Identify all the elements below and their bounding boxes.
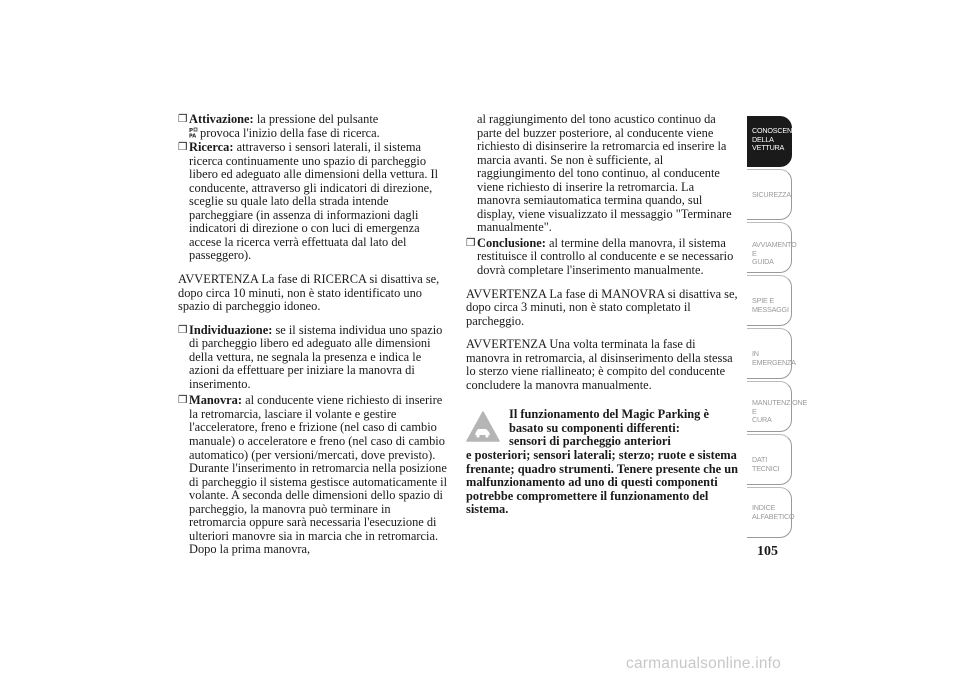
- warning-rest: e posteriori; sensori laterali; sterzo; ruote e sistema frenante; quadro strumenti. Tenere presente che un malfunzionamento ad uno di questi componenti potrebbe compromettere il funzionamento del sistema.: [466, 448, 739, 517]
- square-bullet-icon: ❒: [466, 237, 476, 249]
- page-number: 105: [757, 544, 778, 559]
- warning-line-2: basato su componenti differenti:: [509, 420, 680, 435]
- square-bullet-icon: ❒: [178, 395, 188, 407]
- right-column: [466, 113, 740, 517]
- warning-car-triangle-icon: [466, 410, 500, 444]
- tab-label: CURA: [752, 415, 772, 424]
- bullet-attivazione: [178, 113, 450, 140]
- tab-label: SICUREZZA: [752, 190, 791, 199]
- tab-spie-e-messaggi[interactable]: [747, 275, 792, 326]
- tab-label: DATI TECNICI: [752, 455, 780, 473]
- warning-line-3: sensori di parcheggio anteriori: [509, 434, 671, 449]
- tab-label: MANUTENZIONE E: [752, 398, 808, 416]
- warning-box: [466, 408, 740, 516]
- avvertenza-ricerca: AVVERTENZA La fase di RICERCA si disattiva se, dopo circa 10 minuti, non è stato identificato uno spazio di parcheggio idoneo.: [178, 272, 440, 314]
- svg-text:P: P: [189, 127, 194, 134]
- term-individuazione: Individuazione:: [189, 322, 273, 337]
- text-individuazione: se il sistema individua uno spazio di parcheggio libero ed adeguato alle dimensioni della vettura, ne segnala la presenza e indica le azioni da effettuare per iniziare la manovra di inserimento.: [189, 322, 443, 391]
- tab-sicurezza[interactable]: [747, 169, 792, 220]
- text-attivazione-b: provoca l'inizio della fase di ricerca.: [200, 125, 380, 140]
- text-ricerca: attraverso i sensori laterali, il sistema ricerca continuamente uno spazio di parcheggio libero ed adeguato alle dimensioni della vettura. Il conducente, attraverso gli indicatori di direzione, sceglie su quale lato della strada intende parcheggiare (in assenza di informazioni dagli indicatori di direzione o con luci di emergenza accese la ricerca verrà effettuata dal lato del passeggero).: [189, 140, 439, 263]
- square-bullet-icon: ❒: [178, 114, 188, 125]
- tab-label: CONOSCENZA: [752, 126, 801, 135]
- term-manovra: Manovra:: [189, 393, 242, 408]
- tab-conoscenza-della-vettura[interactable]: [747, 116, 801, 167]
- tab-label: IN EMERGENZA: [752, 349, 796, 367]
- tab-label: SPIE E MESSAGGI: [752, 296, 789, 314]
- watermark: carmanualsonline.info: [626, 655, 781, 672]
- chapter-tabs: [747, 116, 808, 540]
- bullet-individuazione: [178, 324, 450, 392]
- text-conclusione: al termine della manovra, il sistema restituisce il controllo al conducente e se necessario dovrà completare l'inserimento manualmente.: [477, 235, 734, 278]
- tab-label: GUIDA: [752, 257, 774, 266]
- svg-text:PA: PA: [189, 133, 197, 138]
- tab-avviamento-e-guida[interactable]: [747, 222, 797, 273]
- text-manovra: al conducente viene richiesto di inserire la retromarcia, lasciare il volante e gestire l'acceleratore, freno e frizione (nel caso di cambio manuale) o acceleratore e freno (nel caso di cambio automatico) (per versioni/mercati, dove previsto). Durante l'inserimento in retromarcia nella posizione di parcheggio il sistema gestisce automaticamente il volante. A seconda delle dimensioni dello spazio di parcheggio, la manovra può terminare in retromarcia oppure sarà necessaria l'esecuzione di ulteriori manovre sia in marcia che in retromarcia. Dopo la prima manovra,: [189, 393, 448, 557]
- text-attivazione-a: la pressione del pulsante: [256, 112, 379, 126]
- tab-in-emergenza[interactable]: [747, 328, 796, 379]
- tab-manutenzione-e-cura[interactable]: [747, 381, 808, 432]
- square-bullet-icon: ❒: [178, 142, 188, 154]
- parking-button-icon: [189, 127, 198, 138]
- tab-indice-alfabetico[interactable]: [747, 487, 795, 538]
- avvertenza-manovra: AVVERTENZA La fase di MANOVRA si disattiva se, dopo circa 3 minuti, non è stato completato il parcheggio.: [466, 286, 738, 328]
- bullet-ricerca: [178, 141, 450, 263]
- term-ricerca: Ricerca:: [189, 140, 234, 155]
- avvertenza-sterzo: AVVERTENZA Una volta terminata la fase di manovra in retromarcia, al disinserimento della stessa lo sterzo viene riallineato; è compito del conducente concludere la manovra manualmente.: [466, 337, 733, 392]
- term-conclusione: Conclusione:: [477, 235, 546, 250]
- tab-label: AVVIAMENTO E: [752, 240, 797, 258]
- bullet-manovra: [178, 394, 450, 557]
- tab-label: DELLA VETTURA: [752, 134, 785, 152]
- square-bullet-icon: ❒: [178, 324, 188, 336]
- manovra-continuation: al raggiungimento del tono acustico continuo da parte del buzzer posteriore, al conducente viene richiesto di disinserire la retromarcia ed inserire la marcia avanti. Se non è sufficiente, al raggiungimento del tono continuo, al conducente viene richiesto di inserire la retromarcia. La manovra semiautomatica termina quando, sul display, viene visualizzato il messaggio "Terminare manualmente".: [477, 112, 732, 235]
- left-column: [178, 113, 450, 558]
- bullet-conclusione: [466, 237, 740, 278]
- tab-label: ALFABETICO: [752, 511, 795, 521]
- tab-label: INDICE: [752, 503, 776, 512]
- tab-dati-tecnici[interactable]: [747, 434, 792, 485]
- term-attivazione: Attivazione:: [189, 112, 254, 126]
- warning-line-1: Il funzionamento del Magic Parking è: [509, 407, 709, 422]
